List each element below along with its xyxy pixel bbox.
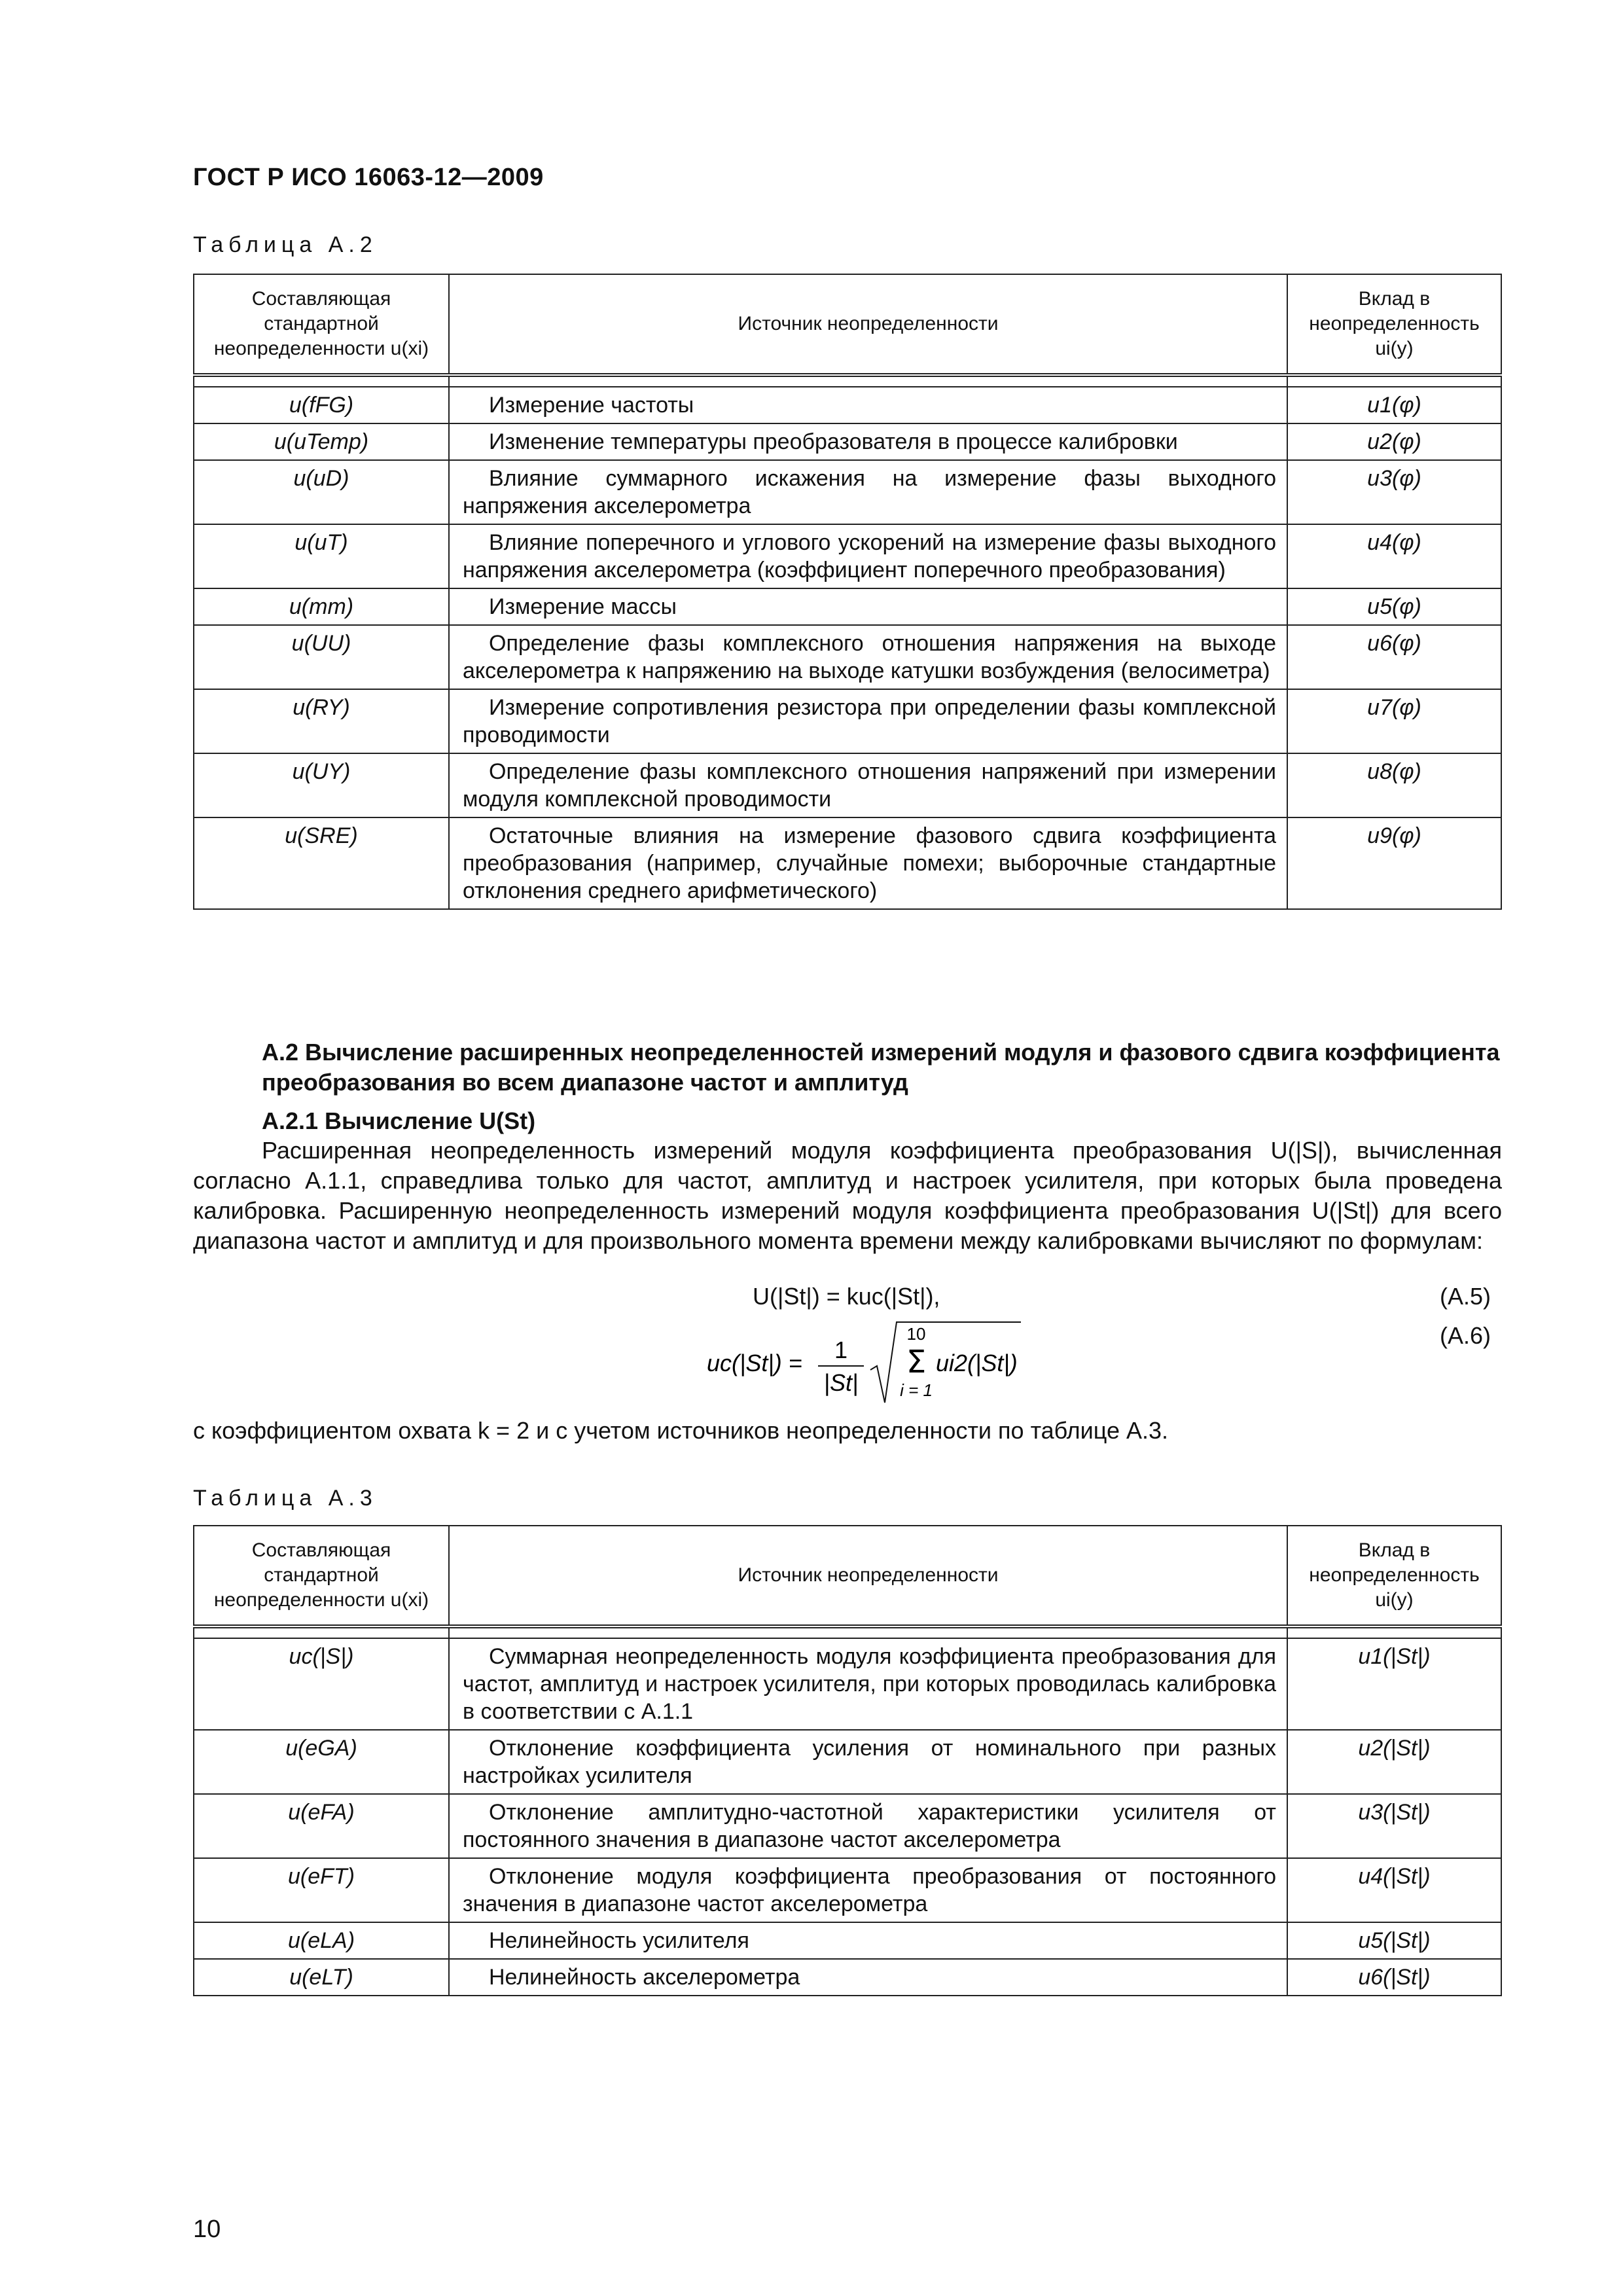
table-gap-row [194, 375, 1501, 387]
row-contribution: u6(|St|) [1287, 1959, 1501, 1996]
section-a21-title: А.2.1 Вычисление U(St) [262, 1107, 536, 1134]
row-source: Изменение температуры преобразователя в процессе калибровки [449, 423, 1287, 460]
table-a3 [193, 1525, 1502, 1996]
row-contribution: u5(|St|) [1287, 1922, 1501, 1959]
row-contribution: u5(φ) [1287, 588, 1501, 625]
row-contribution: u8(φ) [1287, 753, 1501, 817]
table-a2-caption: Таблица А.2 [193, 232, 378, 257]
table-a2-header-row [194, 274, 1501, 375]
table-row [194, 689, 1501, 753]
row-source: Измерение массы [449, 588, 1287, 625]
table-a2-col-source: Источник неопределенности [449, 274, 1287, 375]
row-symbol: u(uD) [194, 460, 449, 524]
row-source: Отклонение амплитудно-частотной характеристики усилителя от постоянного значения в диапазоне частот акселерометра [449, 1794, 1287, 1858]
row-symbol: u(eFA) [194, 1794, 449, 1858]
row-source: Влияние суммарного искажения на измерение фазы выходного напряжения акселерометра [449, 460, 1287, 524]
row-symbol: u(uTemp) [194, 423, 449, 460]
table-gap-row [194, 1626, 1501, 1638]
row-source: Определение фазы комплексного отношения напряжения на выходе акселерометра к напряжению на выходе катушки возбуждения (велосиметра) [449, 625, 1287, 689]
equation-a5-number: (А.5) [1440, 1283, 1491, 1310]
section-paragraph-2: с коэффициентом охвата k = 2 и с учетом источников неопределенности по таблице А.3. [193, 1417, 1169, 1444]
row-source: Нелинейность акселерометра [449, 1959, 1287, 1996]
section-a2-title: А.2 Вычисление расширенных неопределенностей измерений модуля и фазового сдвига коэффициента преобразования во всем диапазоне частот и амплитуд [262, 1039, 1500, 1096]
row-symbol: u(UU) [194, 625, 449, 689]
page-number: 10 [193, 2215, 221, 2243]
eq-a6-sum-top: 10 [906, 1324, 926, 1344]
eq-a6-term: ui2(|St|) [936, 1350, 1018, 1376]
equation-a6 [707, 1319, 1021, 1410]
row-source: Измерение частоты [449, 387, 1287, 423]
row-symbol: u(UY) [194, 753, 449, 817]
row-source: Влияние поперечного и углового ускорений на измерение фазы выходного напряжения акселерометра (коэффициент поперечного преобразования) [449, 524, 1287, 588]
row-contribution: u9(φ) [1287, 817, 1501, 909]
eq-a6-sigma: Σ [906, 1344, 927, 1380]
row-contribution: u6(φ) [1287, 625, 1501, 689]
table-row [194, 1959, 1501, 1996]
row-symbol: u(eLA) [194, 1922, 449, 1959]
table-a2-col-component: Составляющая стандартной неопределенности u(xi) [194, 274, 449, 375]
row-source: Нелинейность усилителя [449, 1922, 1287, 1959]
table-a2 [193, 274, 1502, 910]
document-header: ГОСТ Р ИСО 16063-12—2009 [193, 164, 544, 191]
row-symbol: u(eLT) [194, 1959, 449, 1996]
table-row [194, 1794, 1501, 1858]
section-paragraph: Расширенная неопределенность измерений модуля коэффициента преобразования U(|S|), вычисленная согласно А.1.1, справедлива только для частот, амплитуд и настроек усилителя, при которых была проведена калибровка. Расширенную неопределенность измерений модуля коэффициента преобразования U(|St|) для всего диапазона частот и амплитуд и для произвольного момента времени между калибровками вычисляют по формулам: [193, 1137, 1502, 1254]
row-symbol: u(fFG) [194, 387, 449, 423]
table-row [194, 1730, 1501, 1794]
row-contribution: u2(|St|) [1287, 1730, 1501, 1794]
row-contribution: u1(|St|) [1287, 1638, 1501, 1730]
table-row [194, 1922, 1501, 1959]
table-row [194, 625, 1501, 689]
table-row [194, 1858, 1501, 1922]
eq-a6-lhs: uc(|St|) = [707, 1350, 802, 1376]
table-row [194, 588, 1501, 625]
row-symbol: u(RY) [194, 689, 449, 753]
equation-a6-number: (А.6) [1440, 1322, 1491, 1349]
row-symbol: u(eFT) [194, 1858, 449, 1922]
row-contribution: u4(φ) [1287, 524, 1501, 588]
table-row [194, 817, 1501, 909]
row-source: Отклонение модуля коэффициента преобразования от постоянного значения в диапазоне частот акселерометра [449, 1858, 1287, 1922]
row-contribution: u1(φ) [1287, 387, 1501, 423]
row-symbol: u(SRE) [194, 817, 449, 909]
row-source: Отклонение коэффициента усиления от номинального при разных настройках усилителя [449, 1730, 1287, 1794]
table-row [194, 524, 1501, 588]
eq-a6-sum-bottom: i = 1 [900, 1380, 933, 1400]
row-source: Суммарная неопределенность модуля коэффициента преобразования для частот, амплитуд и настроек усилителя, при которых проводилась калибровка в соответствии с А.1.1 [449, 1638, 1287, 1730]
row-source: Измерение сопротивления резистора при определении фазы комплексной проводимости [449, 689, 1287, 753]
row-symbol: uc(|S|) [194, 1638, 449, 1730]
eq-a6-denominator: |St| [823, 1369, 859, 1396]
equation-a5: U(|St|) = kuc(|St|), [753, 1283, 940, 1310]
row-symbol: u(uT) [194, 524, 449, 588]
row-contribution: u3(|St|) [1287, 1794, 1501, 1858]
row-source: Остаточные влияния на измерение фазового сдвига коэффициента преобразования (например, случайные помехи; выборочные стандартные отклонения среднего арифметического) [449, 817, 1287, 909]
table-a3-col-component: Составляющая стандартной неопределенности u(xi) [194, 1526, 449, 1626]
table-row [194, 753, 1501, 817]
row-contribution: u7(φ) [1287, 689, 1501, 753]
table-a3-col-contribution: Вклад в неопределенность ui(y) [1287, 1526, 1501, 1626]
table-row [194, 387, 1501, 423]
table-row [194, 460, 1501, 524]
table-a3-header-row [194, 1526, 1501, 1626]
row-source: Определение фазы комплексного отношения напряжений при измерении модуля комплексной проводимости [449, 753, 1287, 817]
row-contribution: u2(φ) [1287, 423, 1501, 460]
row-symbol: u(eGA) [194, 1730, 449, 1794]
row-symbol: u(mm) [194, 588, 449, 625]
table-a3-caption: Таблица А.3 [193, 1486, 378, 1511]
row-contribution: u3(φ) [1287, 460, 1501, 524]
eq-a6-numerator: 1 [834, 1336, 848, 1363]
table-a2-col-contribution: Вклад в неопределенность ui(y) [1287, 274, 1501, 375]
row-contribution: u4(|St|) [1287, 1858, 1501, 1922]
table-row [194, 423, 1501, 460]
table-a3-col-source: Источник неопределенности [449, 1526, 1287, 1626]
table-row [194, 1638, 1501, 1730]
